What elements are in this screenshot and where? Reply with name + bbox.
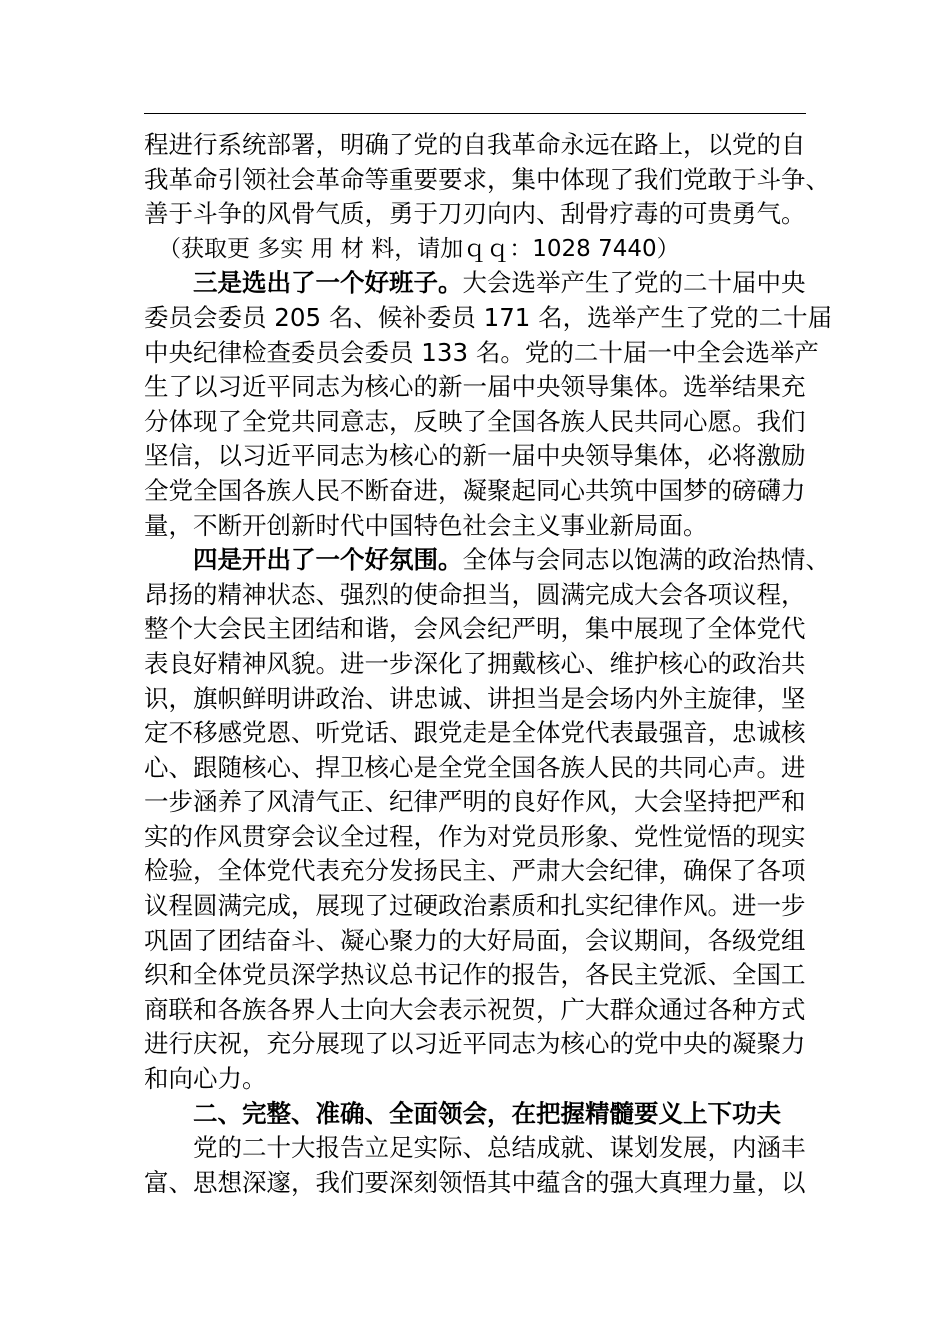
paragraph-lead-bold: 三是选出了一个好班子。 xyxy=(193,268,463,298)
text-line: 实的作风贯穿会议全过程，作为对党员形象、党性觉悟的现实 xyxy=(144,821,806,851)
text-line: 商联和各族各界人士向大会表示祝贺，广大群众通过各种方式 xyxy=(144,994,806,1024)
text-line: 进行庆祝，充分展现了以习近平同志为核心的党中央的凝聚力 xyxy=(144,1029,806,1059)
text-line: 分体现了全党共同意志，反映了全国各族人民共同心愿。我们 xyxy=(144,406,806,436)
paragraph-heading-line xyxy=(144,266,824,301)
text-line: 检验，全体党代表充分发扬民主、严肃大会纪律，确保了各项 xyxy=(144,856,806,886)
text-line: 善于斗争的风骨气质，勇于刀刃向内、刮骨疗毒的可贵勇气。 xyxy=(144,199,806,229)
paragraph-lead-bold: 四是开出了一个好氛围。 xyxy=(193,545,463,575)
text-line: 坚信，以习近平同志为核心的新一届中央领导集体，必将激励 xyxy=(144,441,806,471)
text-line: 生了以习近平同志为核心的新一届中央领导集体。选举结果充 xyxy=(144,372,806,402)
text-line: 昂扬的精神状态、强烈的使命担当，圆满完成大会各项议程， xyxy=(144,579,806,609)
text-line: 识，旗帜鲜明讲政治、讲忠诚、讲担当是会场内外主旋律，坚 xyxy=(144,683,806,713)
section-heading: 二、完整、准确、全面领会，在把握精髓要义上下功夫 xyxy=(193,1098,781,1128)
header-rule xyxy=(144,113,806,114)
text-line: 织和全体党员深学热议总书记作的报告，各民主党派、全国工 xyxy=(144,960,806,990)
text-run: 大会选举产生了党的二十届中央 xyxy=(462,268,806,298)
document-body xyxy=(144,128,833,1200)
text-line: 定不移感党恩、听党话、跟党走是全体党代表最强音，忠诚核 xyxy=(144,718,806,748)
text-line: 整个大会民主团结和谐，会风会纪严明，集中展现了全体党代 xyxy=(144,614,806,644)
paragraph-heading-line xyxy=(144,543,830,578)
contact-note: （获取更 多实 用 材 料，请加ｑｑ：1028 7440） xyxy=(158,235,680,262)
text-line: 巩固了团结奋斗、凝心聚力的大好局面，会议期间，各级党组 xyxy=(144,925,806,955)
text-line: 全党全国各族人民不断奋进，凝聚起同心共筑中国梦的磅礴力 xyxy=(144,475,806,505)
text-line: 表良好精神风貌。进一步深化了拥戴核心、维护核心的政治共 xyxy=(144,648,806,678)
text-line: 党的二十大报告立足实际、总结成就、谋划发展，内涵丰 xyxy=(193,1133,806,1163)
text-line: 中央纪律检查委员会委员 133 名。党的二十届一中全会选举产 xyxy=(144,337,819,367)
text-line: 委员会委员 205 名、候补委员 171 名，选举产生了党的二十届 xyxy=(144,302,833,332)
text-line: 议程圆满完成，展现了过硬政治素质和扎实纪律作风。进一步 xyxy=(144,891,806,921)
text-line: 我革命引领社会革命等重要要求，集中体现了我们党敢于斗争、 xyxy=(144,164,830,194)
text-line: 心、跟随核心、捍卫核心是全党全国各族人民的共同心声。进 xyxy=(144,752,806,782)
text-line: 量，不断开创新时代中国特色社会主义事业新局面。 xyxy=(144,510,708,540)
text-line: 程进行系统部署，明确了党的自我革命永远在路上，以党的自 xyxy=(144,130,806,159)
text-line: 富、思想深邃，我们要深刻领悟其中蕴含的强大真理力量，以 xyxy=(144,1167,806,1197)
text-line: 一步涵养了风清气正、纪律严明的良好作风，大会坚持把严和 xyxy=(144,787,806,817)
text-line: 和向心力。 xyxy=(144,1064,267,1094)
text-run: 全体与会同志以饱满的政治热情、 xyxy=(462,545,830,575)
